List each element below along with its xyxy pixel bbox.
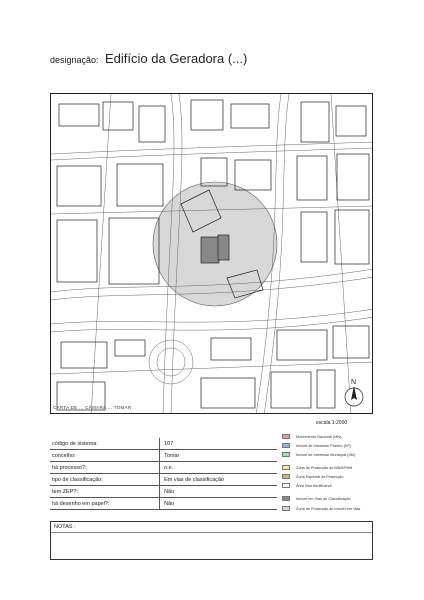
north-arrow-icon <box>345 379 363 406</box>
legend-label: Zona de Protecção ao MN/IIP/IIM <box>296 465 353 470</box>
legend-swatch <box>282 465 290 470</box>
legend-item <box>282 506 378 511</box>
designation-row <box>50 50 247 68</box>
info-row <box>50 438 277 450</box>
map-credit: CARTA DE ... CÂMARA ... TOMAR <box>53 405 132 410</box>
info-label: tipo de classificação: <box>50 474 160 486</box>
legend-swatch <box>282 506 290 511</box>
legend-label: Imóvel em Vias de Classificação <box>296 496 351 501</box>
legend-label: Zona Especial de Protecção <box>296 474 344 479</box>
legend-item <box>282 496 378 501</box>
designation-label: designação: <box>50 55 99 65</box>
info-table <box>50 438 277 510</box>
classified-building <box>201 235 229 263</box>
legend-label: Imóvel de Interesse Municipal (IIM) <box>296 452 356 457</box>
legend-item <box>282 443 378 448</box>
info-label: há desenho em papel?: <box>50 498 160 510</box>
info-row <box>50 486 277 498</box>
legend-item <box>282 474 378 479</box>
legend-item <box>282 434 378 439</box>
legend-item <box>282 465 378 470</box>
legend-swatch <box>282 434 290 439</box>
location-map <box>50 93 373 414</box>
legend-label: Área Non Aedificandi <box>296 483 332 488</box>
info-value: Não <box>160 498 277 510</box>
legend-label: Imóvel de Interesse Público (IIP) <box>296 443 351 448</box>
notes-box <box>50 521 373 560</box>
north-label: N <box>351 379 357 386</box>
info-label: código de sistema: <box>50 438 160 450</box>
info-row <box>50 450 277 462</box>
info-row <box>50 474 277 486</box>
legend-swatch <box>282 474 290 479</box>
info-value: Tomar <box>160 450 277 462</box>
info-row <box>50 498 277 510</box>
notes-label: NOTAS : <box>54 524 76 530</box>
map-scale: escala 1:2000 <box>316 420 348 426</box>
legend-item <box>282 483 378 488</box>
legend-swatch <box>282 496 290 501</box>
info-value: n.e. <box>160 462 277 474</box>
legend-swatch <box>282 483 290 488</box>
legend-item <box>282 452 378 457</box>
info-label: concelho: <box>50 450 160 462</box>
notes-divider <box>51 532 372 533</box>
info-value: Em vias de classificação <box>160 474 277 486</box>
legend-swatch <box>282 452 290 457</box>
info-label: tem ZEP?: <box>50 486 160 498</box>
info-label: há processo?: <box>50 462 160 474</box>
map-drawing <box>51 94 373 414</box>
legend-label: Zona de Protecção ao Imóvel em Vias <box>296 506 361 511</box>
info-value: Não <box>160 486 277 498</box>
page-title: Edifício da Geradora (...) <box>105 51 248 66</box>
info-value: 107 <box>160 438 277 450</box>
legend-label: Monumento Nacional (MN) <box>296 434 342 439</box>
legend-swatch <box>282 443 290 448</box>
info-row <box>50 462 277 474</box>
